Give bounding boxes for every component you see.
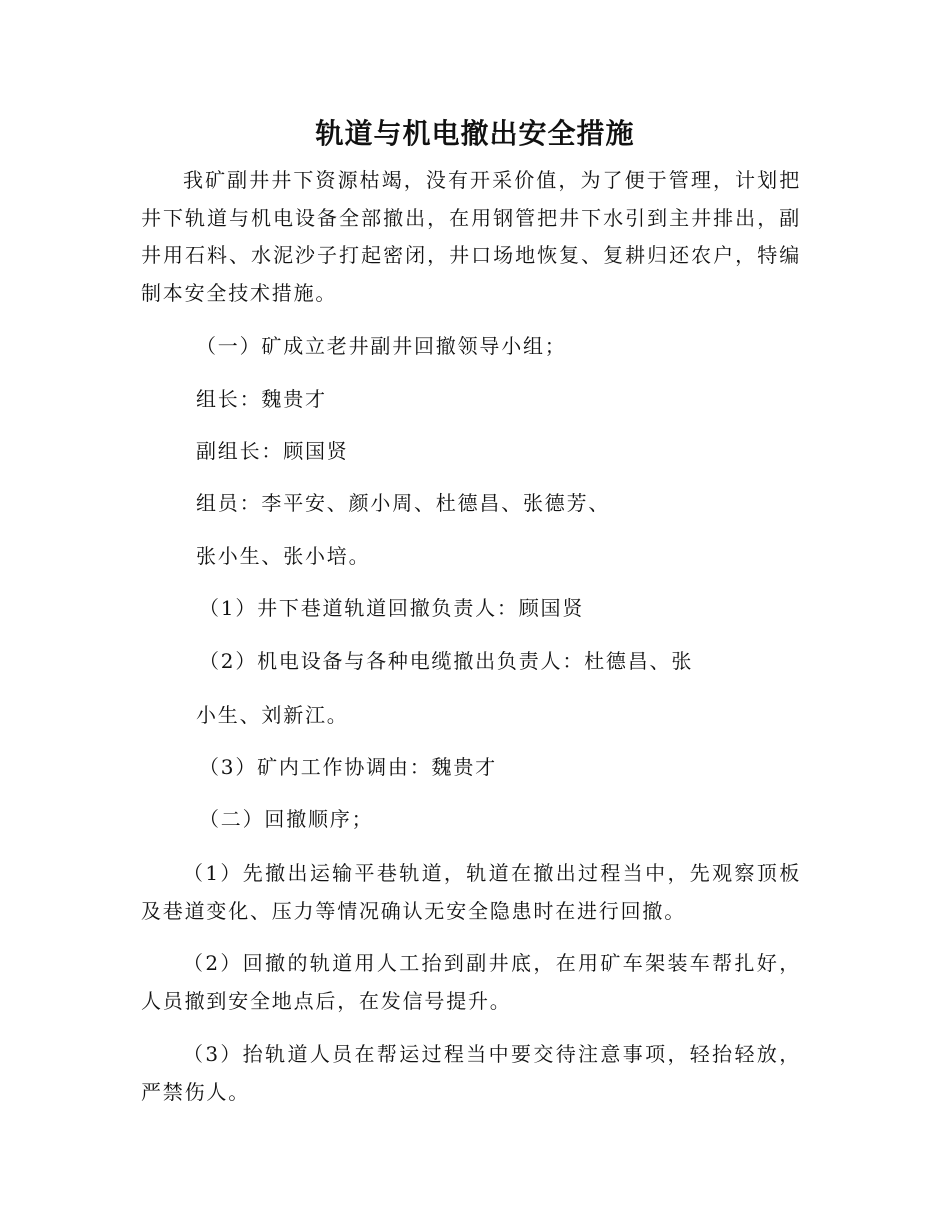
section2-heading: （二）回撤顺序； xyxy=(199,807,374,831)
step-1-paragraph: （1）先撤出运输平巷轨道，轨道在撤出过程当中，先观察顶板及巷道变化、压力等情况确认无安全隐患时在进行回撤。 xyxy=(141,861,801,923)
duty-2-line-2: 小生、刘新江。 xyxy=(196,703,349,727)
step-3-paragraph: （3）抬轨道人员在帮运过程当中要交待注意事项，轻抬轻放，严禁伤人。 xyxy=(141,1042,801,1104)
intro-paragraph: 我矿副井井下资源枯竭，没有开采价值，为了便于管理，计划把井下轨道与机电设备全部撤出，在用钢管把井下水引到主井排出，副井用石料、水泥沙子打起密闭，井口场地恢复、复耕归还农户，特编制本安全技术措施。 xyxy=(141,168,801,305)
leader-line: 组长：魏贵才 xyxy=(196,387,327,411)
document-title: 轨道与机电撤出安全措施 xyxy=(315,117,635,150)
members-line-2: 张小生、张小培。 xyxy=(196,544,371,568)
duty-2-line-1: （2）机电设备与各种电缆撤出负责人：杜德昌、张 xyxy=(199,649,694,673)
deputy-leader-line: 副组长：顾国贤 xyxy=(196,439,349,463)
section1-heading: （一）矿成立老井副井回撤领导小组； xyxy=(196,334,567,358)
step-2-paragraph: （2）回撤的轨道用人工抬到副井底，在用矿车架装车帮扎好，人员撤到安全地点后，在发信号提升。 xyxy=(141,951,801,1013)
duty-3: （3）矿内工作协调由：魏贵才 xyxy=(199,755,497,779)
duty-1: （1）井下巷道轨道回撤负责人：顾国贤 xyxy=(199,596,585,620)
members-line-1: 组员：李平安、颜小周、杜德昌、张德芳、 xyxy=(196,491,611,515)
